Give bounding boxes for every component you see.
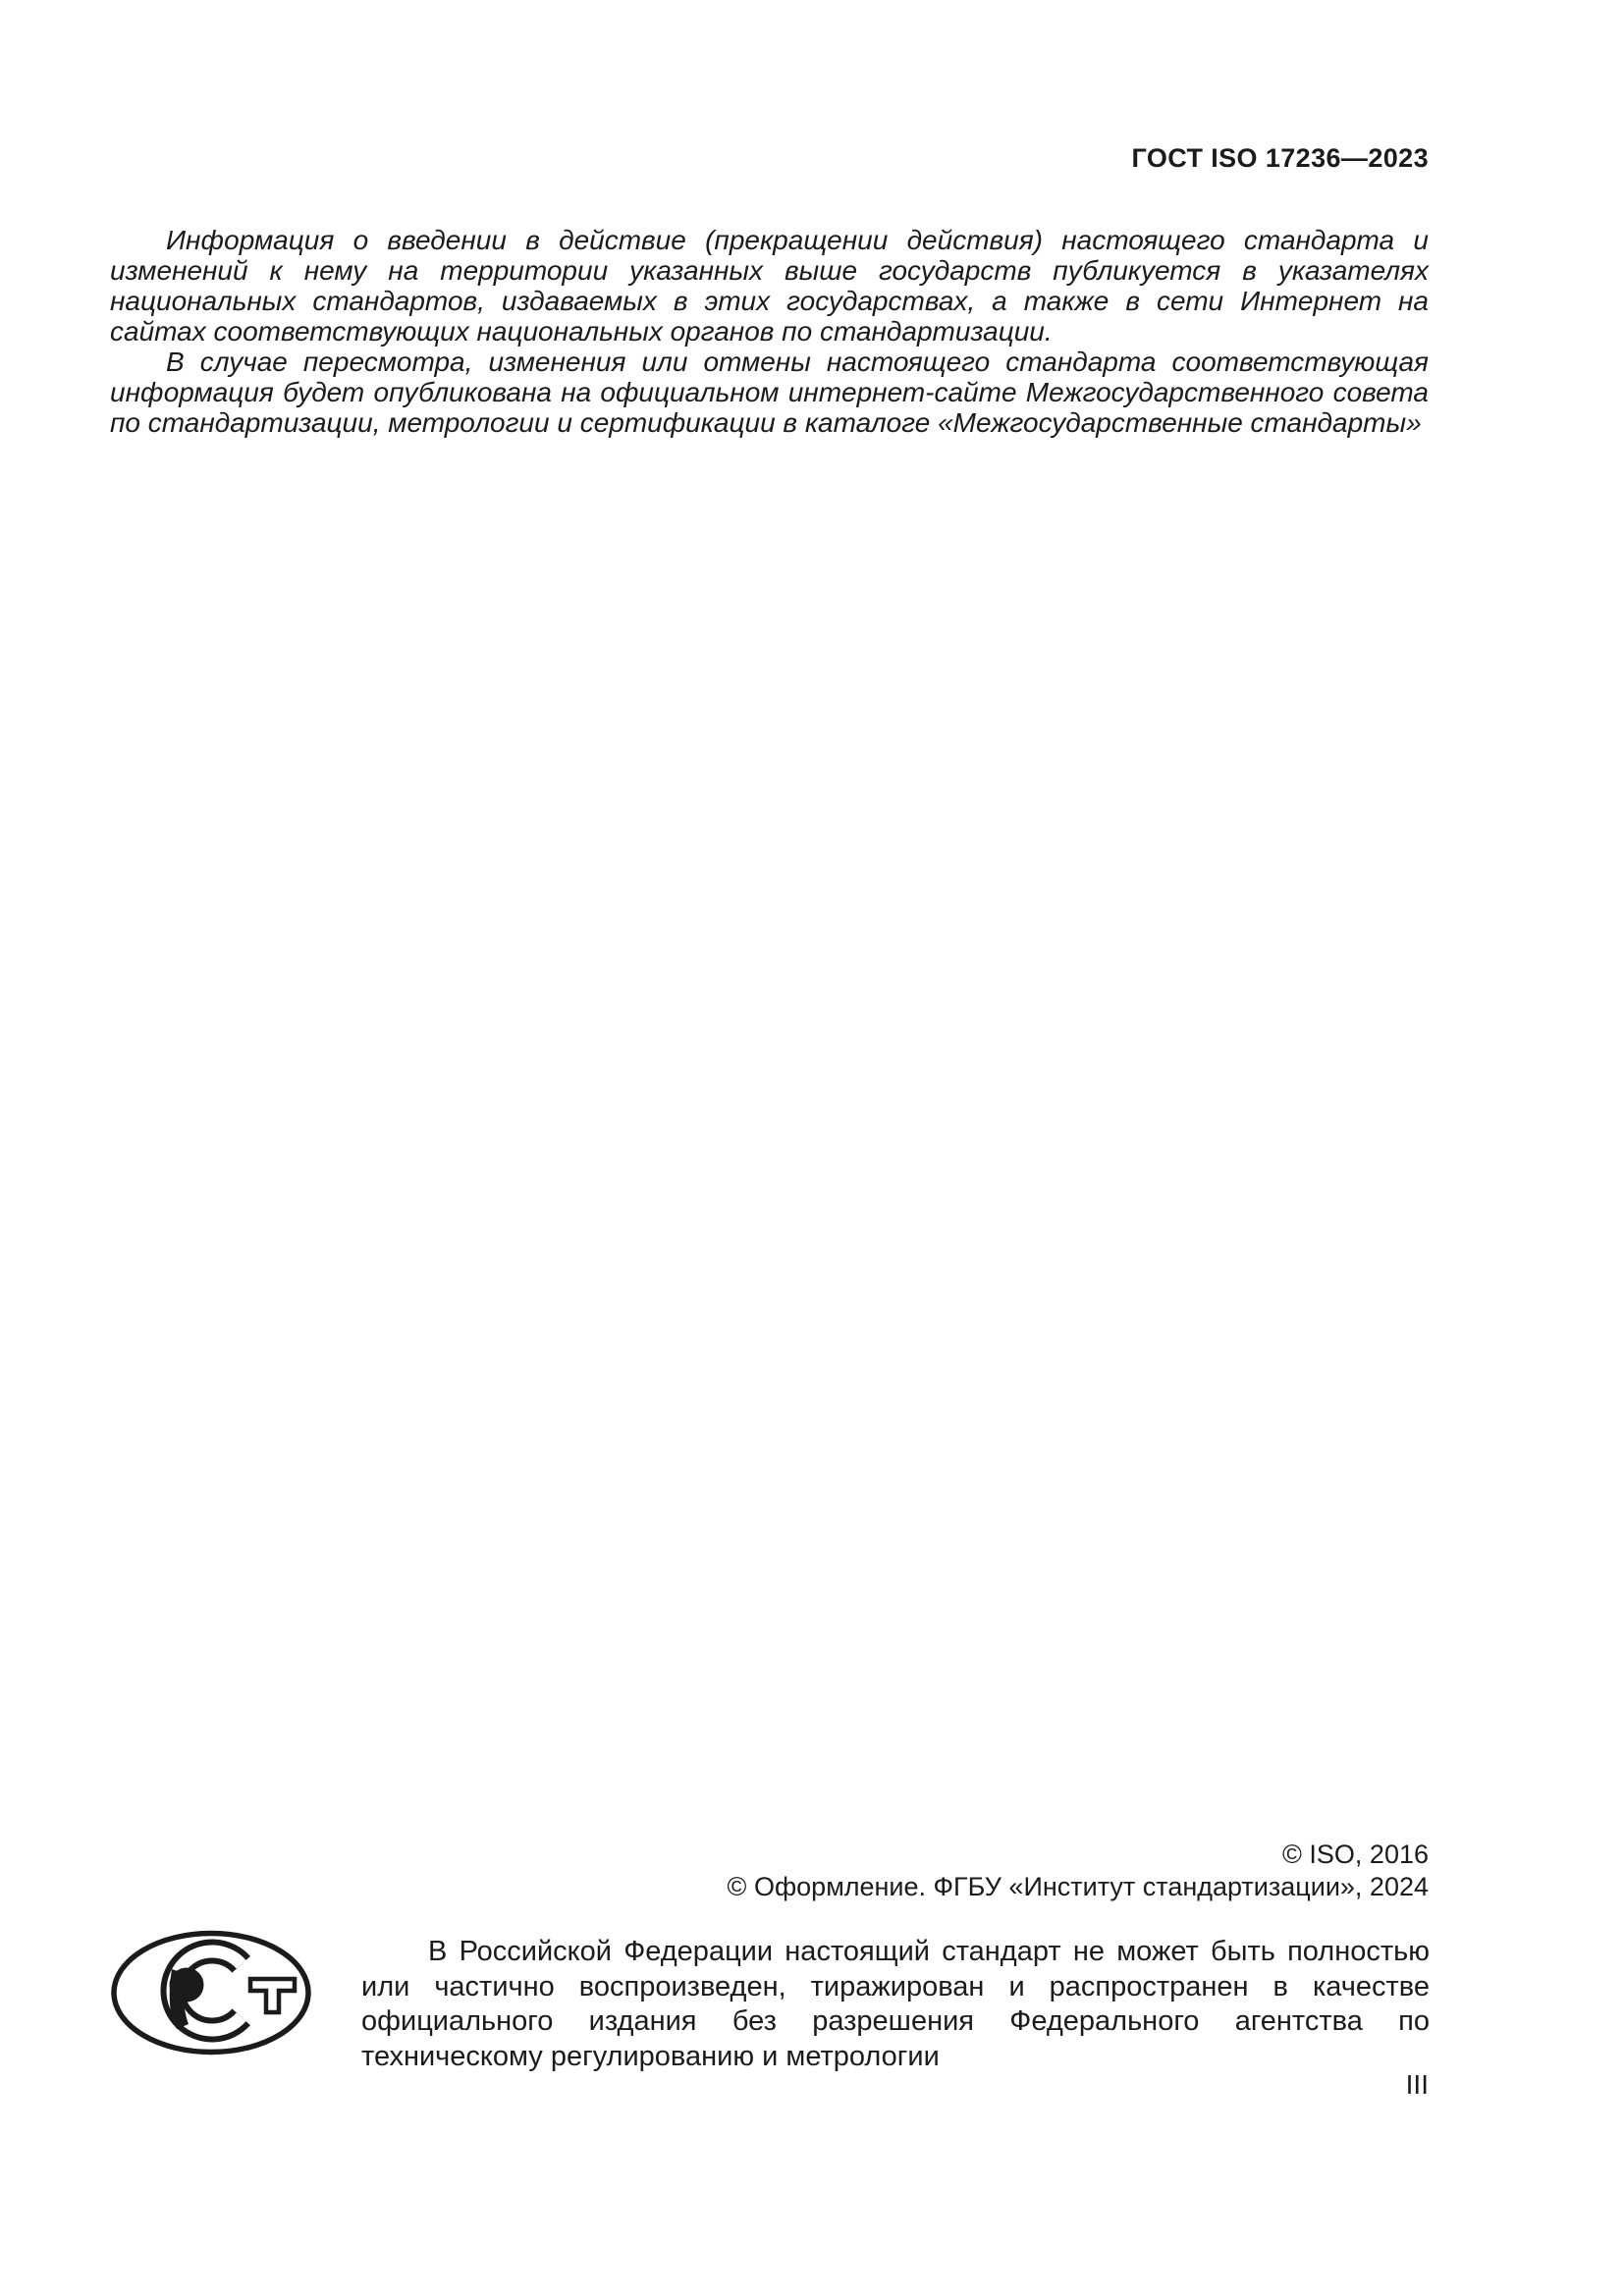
notice-paragraph-revision: В случае пересмотра, изменения или отмены настоящего стандарта соответствующая информация будет опубликована на официальном интернет-сайте Межгосударственного совета по стандартизации, метрологии и сертификации в каталоге «Межгосударственные стандарты» [110,347,1429,438]
availability-notice [110,225,1429,438]
rosstandart-logo-icon [110,1930,312,2056]
iso-copyright-line: © ISO, 2016 [1282,1840,1429,1869]
doc-code-header: ГОСТ ISO 17236—2023 [1131,143,1429,173]
copyright-block [728,1839,1429,1903]
reproduction-restriction: В Российской Федерации настоящий стандарт не может быть полностью или частично воспроизведен, тиражирован и распространен в качестве официального издания без разрешения Федерального агентства по техническому регулированию и метрологии [361,1936,1430,2072]
page-number: III [1405,2069,1429,2100]
design-copyright-line: © Оформление. ФГБУ «Институт стандартизации», 2024 [727,1872,1429,1901]
notice-paragraph-availability: Информация о введении в действие (прекращении действия) настоящего стандарта и изменений к нему на территории указанных выше государств публикуется в указателях национальных стандартов, издаваемых в этих государствах, а также в сети Интернет на сайтах соответствующих национальных органов по стандартизации. [110,225,1429,347]
